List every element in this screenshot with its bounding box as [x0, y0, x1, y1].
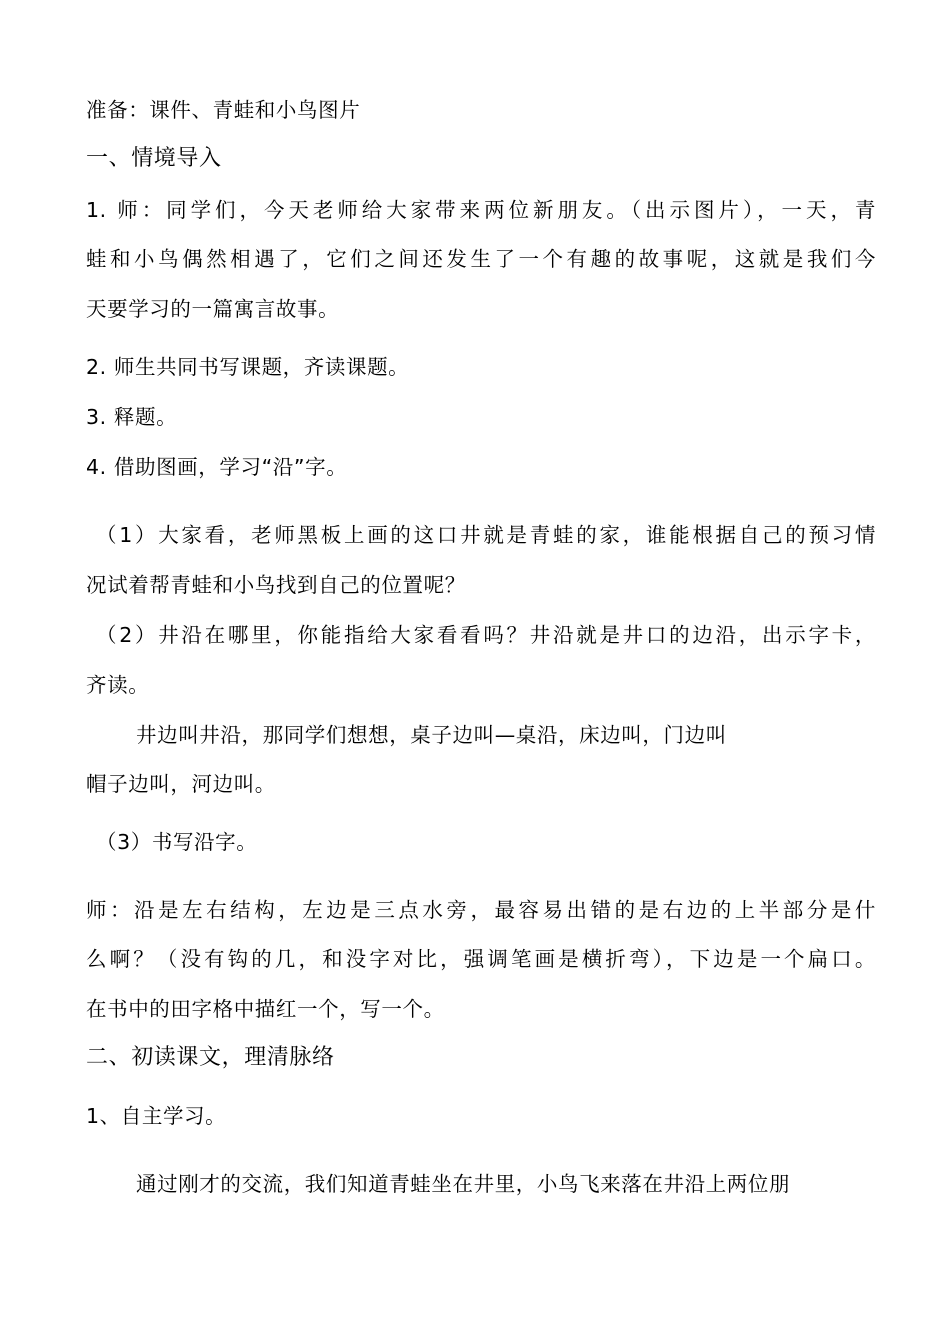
paragraph-line: 4. 借助图画，学习“沿”字。 — [86, 455, 348, 479]
paragraph-line: 齐读。 — [86, 673, 150, 697]
paragraph-line: 么啊？（没有钩的几，和没字对比，强调笔画是横折弯），下边是一个扁口。 — [86, 947, 876, 971]
paragraph-line: 通过刚才的交流，我们知道青蛙坐在井里，小鸟飞来落在井沿上两位朋 — [136, 1172, 791, 1196]
paragraph-line: 师：沿是左右结构，左边是三点水旁，最容易出错的是右边的上半部分是什 — [86, 898, 876, 922]
paragraph-line: （1）大家看，老师黑板上画的这口井就是青蛙的家，谁能根据自己的预习情 — [96, 523, 876, 547]
paragraph-line: 在书中的田字格中描红一个，写一个。 — [86, 997, 445, 1021]
paragraph-line: 1. 师：同学们，今天老师给大家带来两位新朋友。（出示图片），一天，青 — [86, 198, 876, 222]
paragraph-line: 帽子边叫，河边叫。 — [86, 772, 276, 796]
paragraph-line: 2. 师生共同书写课题，齐读课题。 — [86, 355, 410, 379]
paragraph-line: 3. 释题。 — [86, 405, 178, 429]
paragraph-line: 况试着帮青蛙和小鸟找到自己的位置呢？ — [86, 573, 466, 597]
paragraph-line: 1、自主学习。 — [86, 1104, 227, 1128]
paragraph-line: 井边叫井沿，那同学们想想，桌子边叫—桌沿，床边叫，门边叫 — [136, 723, 727, 747]
section-heading-2: 二、初读课文，理清脉络 — [86, 1045, 335, 1070]
paragraph-line: （2）井沿在哪里，你能指给大家看看吗？井沿就是井口的边沿，出示字卡， — [96, 623, 876, 647]
paragraph-line: 天要学习的一篇寓言故事。 — [86, 297, 340, 321]
section-heading-1: 一、情境导入 — [86, 146, 222, 171]
paragraph-line: 蛙和小鸟偶然相遇了，它们之间还发生了一个有趣的故事呢，这就是我们今 — [86, 247, 876, 271]
paragraph-line: （3）书写沿字。 — [96, 830, 258, 854]
preparation-line: 准备：课件、青蛙和小鸟图片 — [86, 98, 361, 122]
